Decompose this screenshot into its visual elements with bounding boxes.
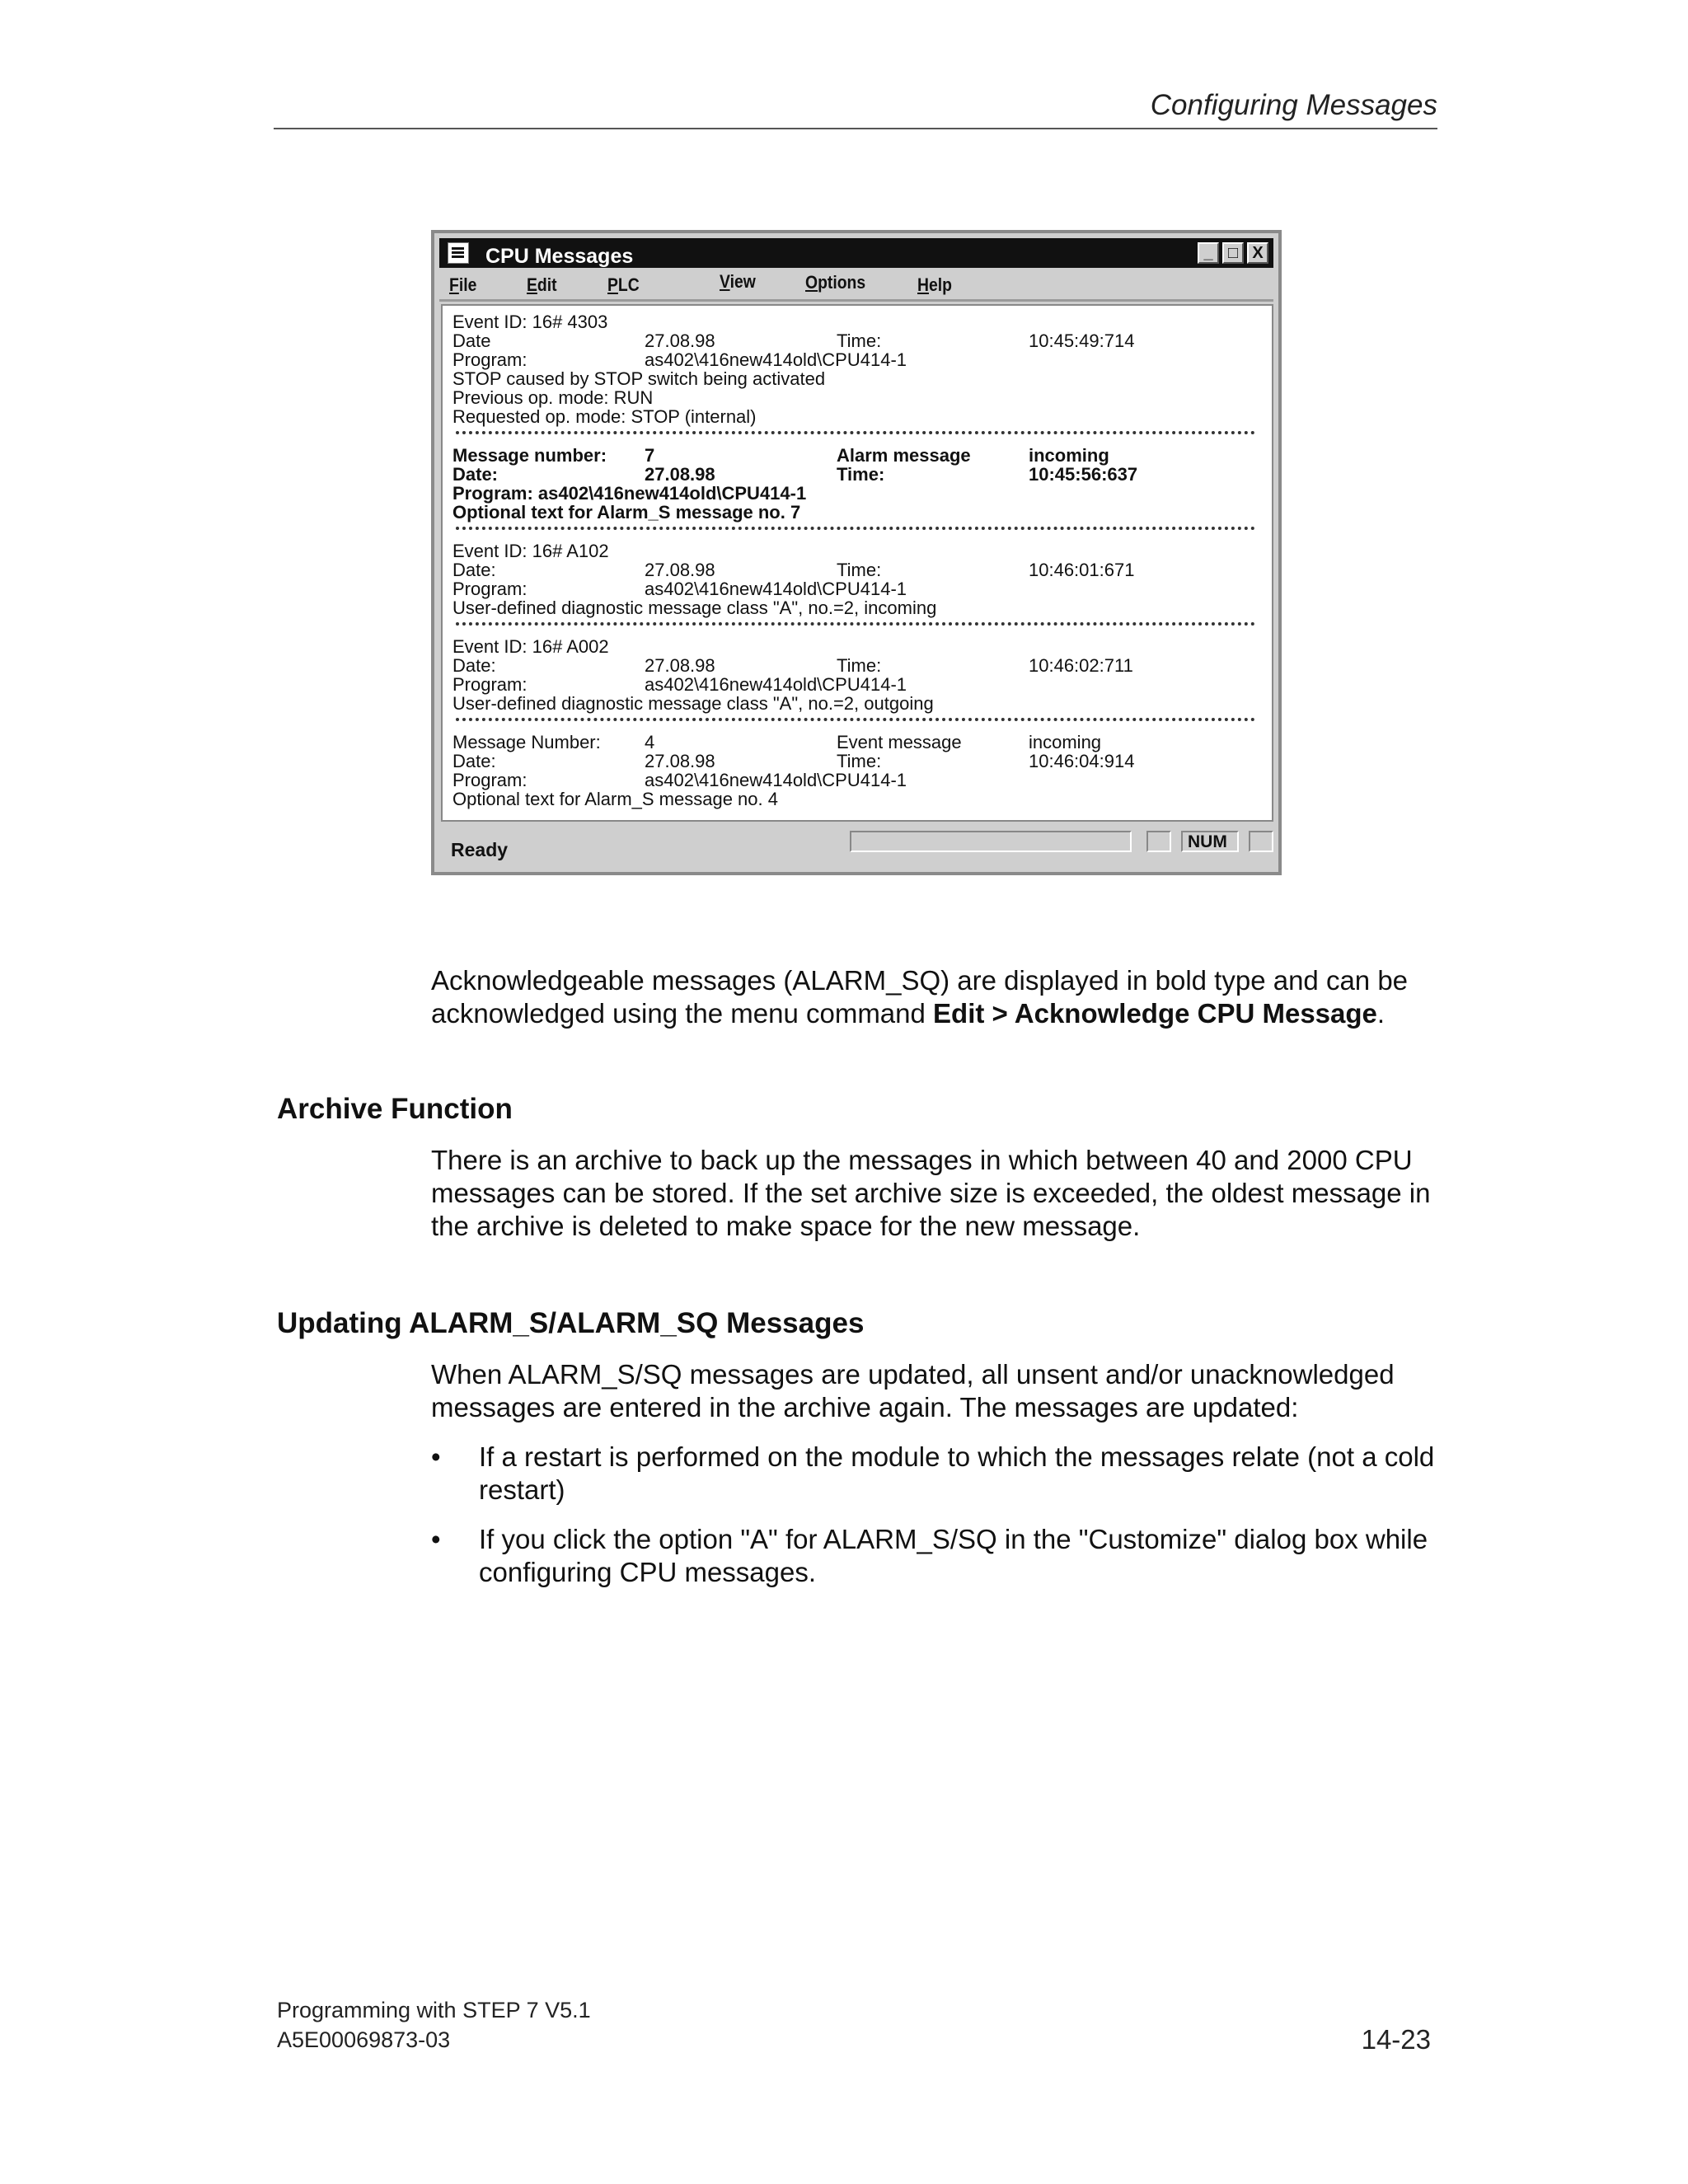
message-field: Program: bbox=[452, 579, 528, 599]
status-field-progress bbox=[850, 831, 1132, 852]
message-field: Program: bbox=[452, 349, 528, 370]
message-separator bbox=[456, 622, 1255, 626]
message-field: Event ID: 16# A002 bbox=[452, 636, 609, 657]
archive-paragraph: There is an archive to back up the messages in which between 40 and 2000 CPU messages can be stored. If the set archive size is exceeded, the oldest message in the archive is deleted to make space for the new message. bbox=[431, 1145, 1431, 1241]
message-field: 27.08.98 bbox=[645, 751, 715, 771]
menu-view[interactable]: View bbox=[720, 271, 756, 292]
message-field: Time: bbox=[837, 464, 885, 485]
message-field: as402\416new414old\CPU414-1 bbox=[645, 579, 907, 599]
message-field: Date bbox=[452, 330, 491, 351]
message-field: Date: bbox=[452, 560, 496, 580]
message-field: Time: bbox=[837, 751, 882, 771]
message-field: Event ID: 16# 4303 bbox=[452, 312, 608, 332]
menu-plc[interactable]: PLC bbox=[607, 274, 640, 295]
status-field-num bbox=[1181, 831, 1239, 852]
message-field: Alarm message bbox=[837, 445, 971, 466]
status-field-end bbox=[1249, 831, 1273, 852]
message-field: 27.08.98 bbox=[645, 655, 715, 676]
message-field: as402\416new414old\CPU414-1 bbox=[645, 349, 907, 370]
message-field: Date: bbox=[452, 464, 499, 485]
message-field: 10:45:56:637 bbox=[1029, 464, 1138, 485]
message-field: Time: bbox=[837, 560, 882, 580]
message-field: 7 bbox=[645, 445, 655, 466]
minimize-icon[interactable]: _ bbox=[1198, 242, 1219, 264]
message-separator bbox=[456, 718, 1255, 721]
message-field: Optional text for Alarm_S message no. 7 bbox=[452, 502, 801, 523]
message-field: Time: bbox=[837, 330, 882, 351]
message-separator bbox=[456, 527, 1255, 530]
message-field: 27.08.98 bbox=[645, 464, 715, 485]
num-lock-indicator: NUM bbox=[1188, 832, 1227, 851]
message-field: 27.08.98 bbox=[645, 330, 715, 351]
page-number: 14-23 bbox=[1361, 2024, 1431, 2055]
ack-menu-command: Edit > Acknowledge CPU Message bbox=[933, 998, 1377, 1029]
updating-messages-heading: Updating ALARM_S/ALARM_SQ Messages bbox=[277, 1307, 865, 1339]
menu-help[interactable]: Help bbox=[917, 274, 952, 295]
message-field: Requested op. mode: STOP (internal) bbox=[452, 406, 757, 427]
message-field: as402\416new414old\CPU414-1 bbox=[645, 674, 907, 695]
message-field: Event message bbox=[837, 732, 962, 752]
message-field: 10:46:02:711 bbox=[1029, 655, 1133, 676]
message-field: Previous op. mode: RUN bbox=[452, 387, 654, 408]
status-bar bbox=[439, 823, 1273, 867]
message-field: 10:46:04:914 bbox=[1029, 751, 1135, 771]
ack-text: Acknowledgeable messages (ALARM_SQ) are displayed in bold type and can be acknowledged using the menu command bbox=[431, 965, 1409, 1029]
message-field: User-defined diagnostic message class "A", no.=2, incoming bbox=[452, 598, 937, 618]
acknowledge-paragraph bbox=[431, 964, 1445, 1030]
message-field: as402\416new414old\CPU414-1 bbox=[645, 770, 907, 790]
message-field: incoming bbox=[1029, 445, 1109, 466]
message-field: Message number: bbox=[452, 445, 607, 466]
message-field: Event ID: 16# A102 bbox=[452, 541, 609, 561]
title-bar[interactable] bbox=[439, 238, 1273, 268]
message-field: 10:45:49:714 bbox=[1029, 330, 1135, 351]
close-icon[interactable]: X bbox=[1247, 242, 1268, 264]
message-field: User-defined diagnostic message class "A", no.=2, outgoing bbox=[452, 693, 934, 714]
message-field: 10:46:01:671 bbox=[1029, 560, 1135, 580]
message-separator bbox=[456, 431, 1255, 434]
app-icon bbox=[448, 242, 469, 264]
status-field-small bbox=[1146, 831, 1171, 852]
bullet-icon: • bbox=[431, 1441, 441, 1472]
footer-document-number: A5E00069873-03 bbox=[277, 2027, 451, 2052]
maximize-icon[interactable]: □ bbox=[1222, 242, 1244, 264]
message-field: Time: bbox=[837, 655, 882, 676]
message-field: STOP caused by STOP switch being activated bbox=[452, 368, 826, 389]
footer-manual-title: Programming with STEP 7 V5.1 bbox=[277, 1998, 591, 2022]
ack-text-end: . bbox=[1376, 998, 1386, 1029]
message-list[interactable] bbox=[441, 304, 1273, 822]
message-field: Program: bbox=[452, 674, 528, 695]
message-field: Date: bbox=[452, 655, 496, 676]
window-controls bbox=[1198, 242, 1268, 264]
bullet-icon: • bbox=[431, 1524, 441, 1554]
menu-options[interactable]: Options bbox=[805, 272, 866, 293]
updating-paragraph: When ALARM_S/SQ messages are updated, all unsent and/or unacknowledged messages are entered in the archive again. The messages are updated: bbox=[431, 1359, 1395, 1422]
message-field: Message Number: bbox=[452, 732, 601, 752]
menu-file[interactable]: File bbox=[449, 274, 477, 295]
cpu-messages-window bbox=[431, 230, 1282, 875]
menu-edit[interactable]: Edit bbox=[527, 274, 557, 295]
message-field: 27.08.98 bbox=[645, 560, 715, 580]
message-field: Program: as402\416new414old\CPU414-1 bbox=[452, 483, 807, 504]
message-field: incoming bbox=[1029, 732, 1102, 752]
message-field: Date: bbox=[452, 751, 496, 771]
list-item-text: If you click the option "A" for ALARM_S/SQ in the "Customize" dialog box while configuring CPU messages. bbox=[479, 1524, 1428, 1587]
list-item-text: If a restart is performed on the module to which the messages relate (not a cold restart) bbox=[479, 1441, 1435, 1505]
message-field: 4 bbox=[645, 732, 655, 752]
archive-function-heading: Archive Function bbox=[277, 1093, 513, 1125]
header-rule bbox=[274, 128, 1437, 129]
window-title: CPU Messages bbox=[485, 245, 634, 268]
status-text: Ready bbox=[451, 839, 509, 860]
message-field: Program: bbox=[452, 770, 528, 790]
menu-bar bbox=[439, 268, 1273, 302]
page-header-title: Configuring Messages bbox=[1150, 89, 1437, 121]
message-field: Optional text for Alarm_S message no. 4 bbox=[452, 789, 778, 809]
